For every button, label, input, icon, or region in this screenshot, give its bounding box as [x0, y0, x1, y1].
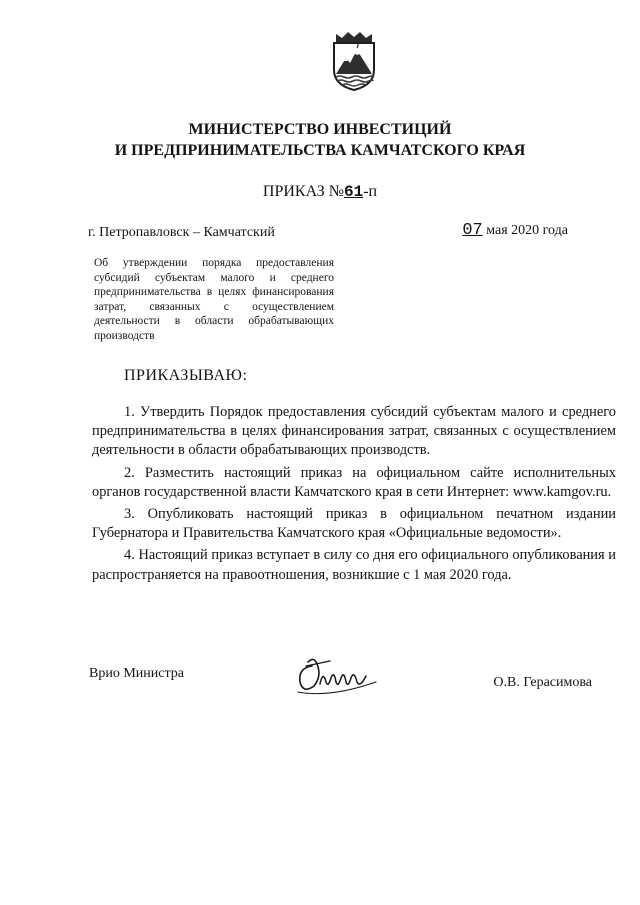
order-body — [92, 403, 616, 588]
order-date-rest: мая 2020 года — [486, 223, 568, 238]
order-date-day: 07 — [462, 221, 483, 240]
ministry-title-line-1: МИНИСТЕРСТВО ИНВЕСТИЦИЙ — [188, 121, 452, 138]
ministry-title-line-2: И ПРЕДПРИНИМАТЕЛЬСТВА КАМЧАТСКОГО КРАЯ — [114, 142, 526, 159]
signatory-role: Врио Министра — [89, 666, 184, 681]
order-heading — [0, 182, 640, 202]
order-paragraph-1: 1. Утвердить Порядок предоставления субсидий субъектам малого и среднего предпринимательства в целях финансирования затрат, связанных с осуществлением деятельности в области обрабатывающих производств. — [92, 404, 616, 459]
orders-word: ПРИКАЗЫВАЮ: — [124, 367, 248, 384]
order-paragraph-3: 3. Опубликовать настоящий приказ в официальном печатном издании Губернатора и Правительства Камчатского края «Официальные ведомости». — [92, 506, 616, 542]
order-place: г. Петропавловск – Камчатский — [88, 225, 275, 240]
handwritten-signature — [290, 648, 385, 700]
order-paragraph-2: 2. Разместить настоящий приказ на официальном сайте исполнительных органов государственной власти Камчатского края в сети Интернет: www.kamgov.ru. — [92, 464, 616, 500]
order-subject: Об утверждении порядка предоставления субсидий субъектам малого и среднего предпринимательства в целях финансирования затрат, связанных с осуществлением деятельности в области обрабатывающих производств — [94, 257, 334, 342]
order-prefix: ПРИКАЗ № — [262, 183, 345, 200]
order-paragraph-4: 4. Настоящий приказ вступает в силу со дня его официального опубликования и распространяется на правоотношения, возникшие с 1 мая 2020 года. — [92, 547, 616, 583]
order-number: 61 — [344, 183, 364, 201]
order-date — [462, 222, 568, 240]
kamchatka-coat-of-arms-icon — [328, 30, 380, 92]
signatory-name: О.В. Герасимова — [493, 675, 592, 690]
order-suffix: -п — [363, 183, 378, 200]
